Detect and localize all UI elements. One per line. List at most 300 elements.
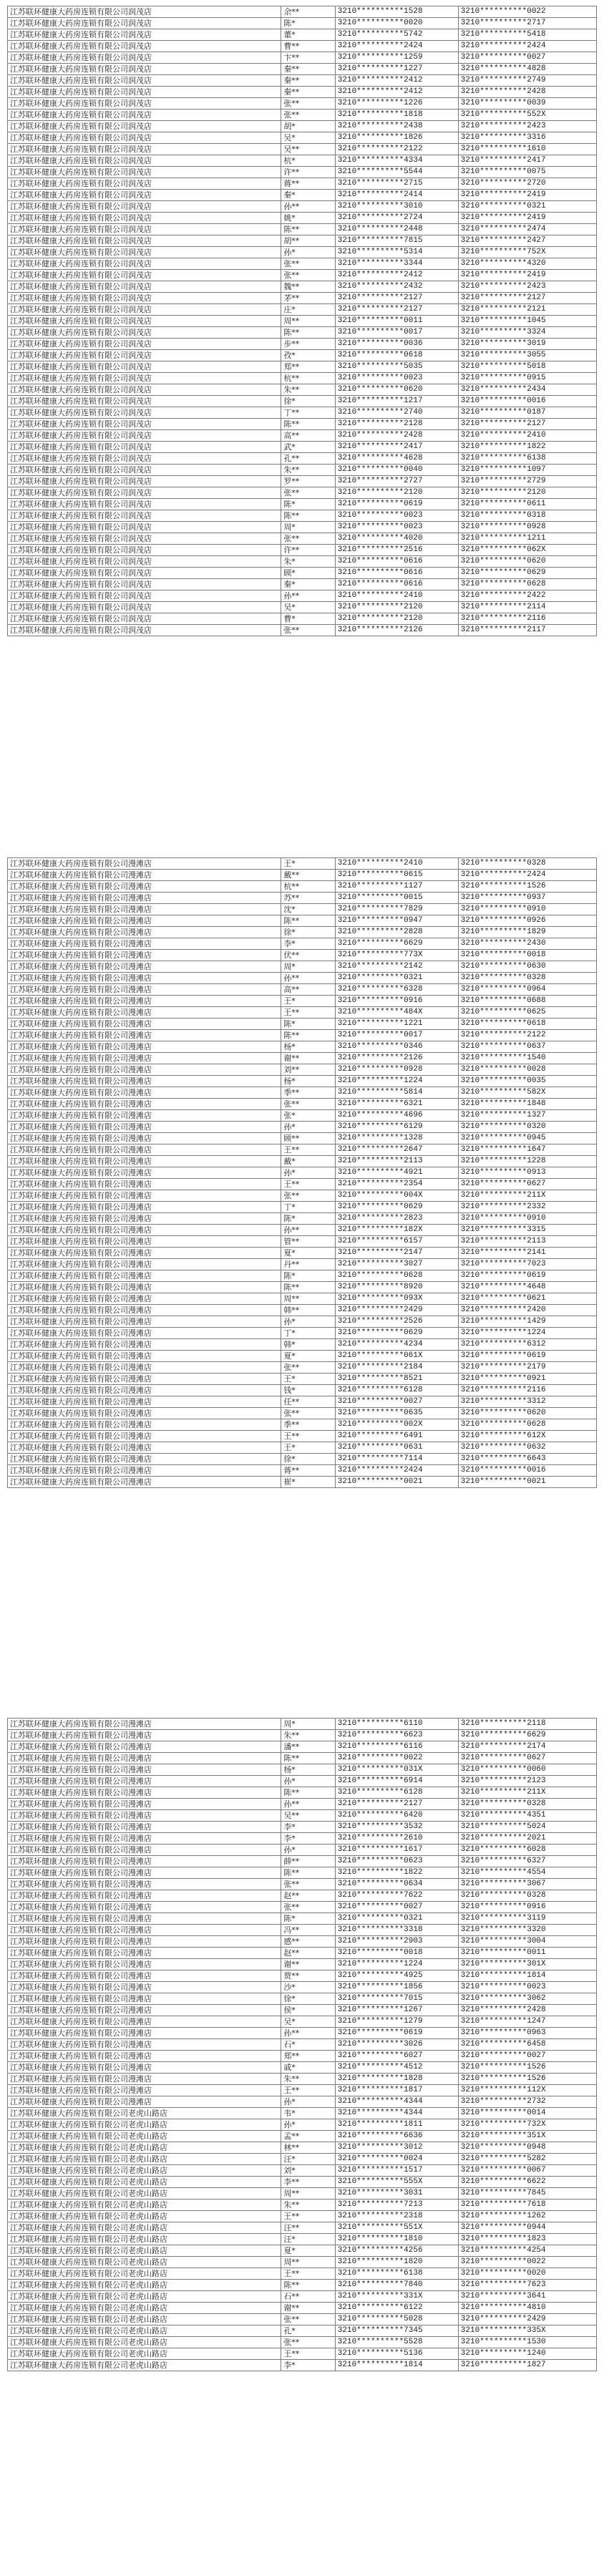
store-cell: 江苏联环健康大药房连锁有限公司润茂店 — [8, 75, 281, 87]
store-cell: 江苏联环健康大药房连锁有限公司润茂店 — [8, 316, 281, 327]
store-cell: 江苏联环健康大药房连锁有限公司润茂店 — [8, 110, 281, 121]
customer-name-cell: 徐* — [281, 396, 335, 407]
store-cell: 江苏联环健康大药房连锁有限公司润茂店 — [8, 625, 281, 636]
store-cell: 江苏联环健康大药房连锁有限公司老虎山路店 — [8, 2165, 281, 2177]
id-number-cell: 3210**********2147 — [335, 1248, 458, 1259]
table-row — [8, 2245, 597, 2257]
secondary-id-cell: 3210**********4828 — [458, 64, 596, 75]
secondary-id-cell: 3210**********2732 — [458, 2096, 596, 2108]
store-cell: 江苏联环健康大药房连锁有限公司漫滩店 — [8, 1442, 281, 1454]
store-cell: 江苏联环健康大药房连锁有限公司润茂店 — [8, 201, 281, 213]
store-cell: 江苏联环健康大药房连锁有限公司老虎山路店 — [8, 2337, 281, 2348]
id-number-cell: 3210**********6110 — [335, 1719, 458, 1730]
customer-name-cell: 张** — [281, 487, 335, 499]
id-number-cell: 3210**********1221 — [335, 1019, 458, 1030]
secondary-id-cell: 3210**********211X — [458, 1190, 596, 1202]
customer-name-cell: 刘** — [281, 1064, 335, 1076]
table-row — [8, 1890, 597, 1902]
id-number-cell: 3210**********1227 — [335, 64, 458, 75]
table-block-2 — [7, 857, 597, 1488]
customer-name-cell: 王** — [281, 1007, 335, 1019]
table-row — [8, 2142, 597, 2154]
store-cell: 江苏联环健康大药房连锁有限公司漫滩店 — [8, 2074, 281, 2085]
store-cell: 江苏联环健康大药房连锁有限公司润茂店 — [8, 121, 281, 132]
id-number-cell: 3210**********2448 — [335, 224, 458, 235]
secondary-id-cell: 3210**********2419 — [458, 213, 596, 224]
table-row — [8, 2303, 597, 2314]
customer-name-cell: 苏** — [281, 893, 335, 904]
customer-name-cell: 陈* — [281, 1213, 335, 1225]
customer-name-cell: 朱** — [281, 465, 335, 476]
customer-name-cell: 张** — [281, 533, 335, 545]
secondary-id-cell: 3210**********1526 — [458, 881, 596, 893]
customer-name-cell: 朱** — [281, 2200, 335, 2211]
table-row — [8, 2280, 597, 2291]
secondary-id-cell: 3210**********4810 — [458, 2303, 596, 2314]
table-row — [8, 476, 597, 487]
secondary-id-cell: 3210**********2474 — [458, 224, 596, 235]
secondary-id-cell: 3210**********0632 — [458, 1442, 596, 1454]
table-row — [8, 155, 597, 167]
secondary-id-cell: 3210**********0630 — [458, 961, 596, 973]
table-row — [8, 41, 597, 52]
id-number-cell: 3210**********1817 — [335, 2085, 458, 2096]
store-cell: 江苏联环健康大药房连锁有限公司润茂店 — [8, 41, 281, 52]
id-number-cell: 3210**********1224 — [335, 1076, 458, 1087]
store-cell: 江苏联环健康大药房连锁有限公司润茂店 — [8, 407, 281, 419]
store-cell: 江苏联环健康大药房连锁有限公司润茂店 — [8, 453, 281, 465]
customer-name-cell: 蒋** — [281, 1465, 335, 1477]
table-row — [8, 361, 597, 373]
id-number-cell: 3210**********2429 — [335, 1305, 458, 1316]
secondary-id-cell: 3210**********6458 — [458, 2039, 596, 2051]
customer-name-cell: 周* — [281, 1719, 335, 1730]
customer-name-cell: 秦** — [281, 87, 335, 98]
store-cell: 江苏联环健康大药房连锁有限公司润茂店 — [8, 293, 281, 304]
store-cell: 江苏联环健康大药房连锁有限公司漫滩店 — [8, 2028, 281, 2039]
store-cell: 江苏联环健康大药房连锁有限公司漫滩店 — [8, 1156, 281, 1167]
table-row — [8, 590, 597, 602]
customer-name-cell: 陈** — [281, 1787, 335, 1799]
secondary-id-cell: 3210**********6138 — [458, 453, 596, 465]
customer-name-cell: 陈** — [281, 1867, 335, 1879]
secondary-id-cell: 3210**********2428 — [458, 87, 596, 98]
store-cell: 江苏联环健康大药房连锁有限公司润茂店 — [8, 384, 281, 396]
store-cell: 江苏联环健康大药房连锁有限公司漫滩店 — [8, 1099, 281, 1110]
id-number-cell: 3210**********5028 — [335, 2314, 458, 2325]
store-cell: 江苏联环健康大药房连锁有限公司漫滩店 — [8, 1179, 281, 1190]
id-number-cell: 3210**********5136 — [335, 2348, 458, 2360]
secondary-id-cell: 3210**********2113 — [458, 1236, 596, 1248]
secondary-id-cell: 3210**********2424 — [458, 41, 596, 52]
table-row — [8, 1867, 597, 1879]
id-number-cell: 3210**********2412 — [335, 87, 458, 98]
store-cell: 江苏联环健康大药房连锁有限公司漫滩店 — [8, 1764, 281, 1776]
customer-name-cell: 韦* — [281, 2108, 335, 2119]
secondary-id-cell: 3210**********3119 — [458, 1913, 596, 1925]
table-row — [8, 904, 597, 915]
secondary-id-cell: 3210**********1530 — [458, 2337, 596, 2348]
table-row — [8, 304, 597, 316]
table-row — [8, 1730, 597, 1741]
store-cell: 江苏联环健康大药房连锁有限公司润茂店 — [8, 64, 281, 75]
secondary-id-cell: 3210**********1097 — [458, 465, 596, 476]
id-number-cell: 3210**********3318 — [335, 1925, 458, 1936]
table-row — [8, 613, 597, 625]
secondary-id-cell: 3210**********2417 — [458, 155, 596, 167]
id-number-cell: 3210**********1826 — [335, 132, 458, 144]
id-number-cell: 3210**********0615 — [335, 870, 458, 881]
id-number-cell: 3210**********061X — [335, 1351, 458, 1362]
customer-name-cell: 林** — [281, 2142, 335, 2154]
customer-name-cell: 顾* — [281, 568, 335, 579]
customer-name-cell: 周** — [281, 2257, 335, 2268]
secondary-id-cell: 3210**********5282 — [458, 2154, 596, 2165]
id-number-cell: 3210**********0616 — [335, 568, 458, 579]
id-number-cell: 3210**********4628 — [335, 453, 458, 465]
table-row — [8, 1408, 597, 1419]
table-row — [8, 1844, 597, 1856]
customer-name-cell: 夏* — [281, 1351, 335, 1362]
store-cell: 江苏联环健康大药房连锁有限公司漫滩店 — [8, 1144, 281, 1156]
secondary-id-cell: 3210**********2717 — [458, 18, 596, 29]
customer-name-cell: 孟** — [281, 2131, 335, 2142]
table-row — [8, 75, 597, 87]
secondary-id-cell: 3210**********0688 — [458, 996, 596, 1007]
id-number-cell: 3210**********7840 — [335, 2280, 458, 2291]
id-number-cell: 3210**********1814 — [335, 2360, 458, 2371]
id-number-cell: 3210**********2412 — [335, 75, 458, 87]
id-number-cell: 3210**********0023 — [335, 510, 458, 522]
store-cell: 江苏联环健康大药房连锁有限公司润茂店 — [8, 98, 281, 110]
secondary-id-cell: 3210**********335X — [458, 2325, 596, 2337]
table-block-1 — [7, 6, 597, 636]
id-number-cell: 3210**********555X — [335, 2177, 458, 2188]
id-number-cell: 3210**********3010 — [335, 201, 458, 213]
table-row — [8, 2096, 597, 2108]
store-cell: 江苏联环健康大药房连锁有限公司润茂店 — [8, 213, 281, 224]
id-number-cell: 3210**********7213 — [335, 2200, 458, 2211]
customer-name-cell: 孙* — [281, 1122, 335, 1133]
store-cell: 江苏联环健康大药房连锁有限公司润茂店 — [8, 396, 281, 407]
secondary-id-cell: 3210**********0926 — [458, 915, 596, 927]
store-cell: 江苏联环健康大药房连锁有限公司漫滩店 — [8, 1019, 281, 1030]
secondary-id-cell: 3210**********732X — [458, 2119, 596, 2131]
customer-name-cell: 孙** — [281, 590, 335, 602]
id-number-cell: 3210**********0017 — [335, 1030, 458, 1041]
id-number-cell: 3210**********2318 — [335, 2211, 458, 2222]
id-number-cell: 3210**********6328 — [335, 984, 458, 996]
secondary-id-cell: 3210**********1823 — [458, 2234, 596, 2245]
secondary-id-cell: 3210**********2123 — [458, 1776, 596, 1787]
id-number-cell: 3210**********0916 — [335, 996, 458, 1007]
store-cell: 江苏联环健康大药房连锁有限公司漫滩店 — [8, 1477, 281, 1488]
secondary-id-cell: 3210**********6629 — [458, 1730, 596, 1741]
id-number-cell: 3210**********5528 — [335, 2337, 458, 2348]
customer-name-cell: 姚* — [281, 213, 335, 224]
table-row — [8, 499, 597, 510]
customer-name-cell: 管** — [281, 1236, 335, 1248]
store-cell: 江苏联环健康大药房连锁有限公司漫滩店 — [8, 1890, 281, 1902]
secondary-id-cell: 3210**********0611 — [458, 499, 596, 510]
secondary-id-cell: 3210**********2141 — [458, 1248, 596, 1259]
secondary-id-cell: 3210**********6312 — [458, 1339, 596, 1351]
store-cell: 江苏联环健康大药房连锁有限公司漫滩店 — [8, 1316, 281, 1328]
customer-name-cell: 赵** — [281, 1890, 335, 1902]
secondary-id-cell: 3210**********5024 — [458, 1822, 596, 1833]
secondary-id-cell: 3210**********0016 — [458, 1465, 596, 1477]
secondary-id-cell: 3210**********1647 — [458, 1144, 596, 1156]
store-cell: 江苏联环健康大药房连锁有限公司漫滩店 — [8, 1925, 281, 1936]
secondary-id-cell: 3210**********1540 — [458, 1053, 596, 1064]
store-cell: 江苏联环健康大药房连锁有限公司老虎山路店 — [8, 2245, 281, 2257]
secondary-id-cell: 3210**********211X — [458, 1787, 596, 1799]
customer-name-cell: 任** — [281, 1396, 335, 1408]
id-number-cell: 3210**********0619 — [335, 2028, 458, 2039]
table-row — [8, 2016, 597, 2028]
secondary-id-cell: 3210**********0187 — [458, 407, 596, 419]
store-cell: 江苏联环健康大药房连锁有限公司漫滩店 — [8, 1993, 281, 2005]
id-number-cell: 3210**********2120 — [335, 602, 458, 613]
customer-name-cell: 张** — [281, 1190, 335, 1202]
id-number-cell: 3210**********2740 — [335, 407, 458, 419]
customer-name-cell: 汪* — [281, 2154, 335, 2165]
secondary-id-cell: 3210**********0621 — [458, 1293, 596, 1305]
store-cell: 江苏联环健康大药房连锁有限公司润茂店 — [8, 155, 281, 167]
store-cell: 江苏联环健康大药房连锁有限公司润茂店 — [8, 6, 281, 18]
table-row — [8, 316, 597, 327]
table-row — [8, 190, 597, 201]
customer-name-cell: 张** — [281, 1879, 335, 1890]
id-number-cell: 3210**********2142 — [335, 961, 458, 973]
id-number-cell: 3210**********0616 — [335, 579, 458, 590]
table-row — [8, 2348, 597, 2360]
customer-name-cell: 李* — [281, 2360, 335, 2371]
customer-name-cell: 张** — [281, 625, 335, 636]
id-number-cell: 3210**********2526 — [335, 1316, 458, 1328]
table-row — [8, 1190, 597, 1202]
store-cell: 江苏联环健康大药房连锁有限公司漫滩店 — [8, 1408, 281, 1419]
table-row — [8, 87, 597, 98]
id-number-cell: 3210**********2428 — [335, 430, 458, 442]
id-number-cell: 3210**********031X — [335, 1764, 458, 1776]
table-row — [8, 1110, 597, 1122]
customer-name-cell: 孙* — [281, 2096, 335, 2108]
secondary-id-cell: 3210**********0620 — [458, 1408, 596, 1419]
customer-name-cell: 胡** — [281, 235, 335, 247]
store-cell: 江苏联环健康大药房连锁有限公司老虎山路店 — [8, 2234, 281, 2245]
secondary-id-cell: 3210**********0021 — [458, 1477, 596, 1488]
id-number-cell: 3210**********1528 — [335, 6, 458, 18]
customer-name-cell: 吴* — [281, 602, 335, 613]
table-row — [8, 201, 597, 213]
customer-name-cell: 曹* — [281, 613, 335, 625]
secondary-id-cell: 3210**********0328 — [458, 858, 596, 870]
table-row — [8, 213, 597, 224]
table-row — [8, 2268, 597, 2280]
customer-name-cell: 周** — [281, 1293, 335, 1305]
table-row — [8, 2177, 597, 2188]
secondary-id-cell: 3210**********0910 — [458, 1213, 596, 1225]
secondary-id-cell: 3210**********6327 — [458, 1856, 596, 1867]
secondary-id-cell: 3210**********0963 — [458, 2028, 596, 2039]
table-row — [8, 144, 597, 155]
secondary-id-cell: 3210**********0944 — [458, 2222, 596, 2234]
store-cell: 江苏联环健康大药房连锁有限公司润茂店 — [8, 29, 281, 41]
customer-name-cell: 步** — [281, 339, 335, 350]
table-row — [8, 1053, 597, 1064]
table-row — [8, 453, 597, 465]
secondary-id-cell: 3210**********0629 — [458, 568, 596, 579]
id-number-cell: 3210**********2414 — [335, 190, 458, 201]
customer-name-cell: 张** — [281, 110, 335, 121]
table-row — [8, 293, 597, 304]
table-row — [8, 18, 597, 29]
table-row — [8, 2039, 597, 2051]
id-number-cell: 3210**********2127 — [335, 1799, 458, 1810]
table-row — [8, 224, 597, 235]
customer-name-cell: 卞** — [281, 52, 335, 64]
customer-name-cell: 余** — [281, 6, 335, 18]
table-row — [8, 281, 597, 293]
table-row — [8, 64, 597, 75]
store-cell: 江苏联环健康大药房连锁有限公司漫滩店 — [8, 1190, 281, 1202]
table-row — [8, 533, 597, 545]
table-row — [8, 1179, 597, 1190]
customer-name-cell: 陈** — [281, 915, 335, 927]
table-row — [8, 327, 597, 339]
table-row — [8, 1764, 597, 1776]
store-cell: 江苏联环健康大药房连锁有限公司老虎山路店 — [8, 2200, 281, 2211]
secondary-id-cell: 3210**********0022 — [458, 6, 596, 18]
customer-name-cell: 孔* — [281, 2325, 335, 2337]
table-row — [8, 1270, 597, 1282]
id-number-cell: 3210**********6914 — [335, 1776, 458, 1787]
table-row — [8, 1879, 597, 1890]
store-cell: 江苏联环健康大药房连锁有限公司漫滩店 — [8, 1810, 281, 1822]
store-cell: 江苏联环健康大药房连锁有限公司老虎山路店 — [8, 2154, 281, 2165]
table-row — [8, 1030, 597, 1041]
id-number-cell: 3210**********0634 — [335, 1879, 458, 1890]
secondary-id-cell: 3210**********1240 — [458, 2348, 596, 2360]
id-number-cell: 3210**********1259 — [335, 52, 458, 64]
id-number-cell: 3210**********2432 — [335, 281, 458, 293]
id-number-cell: 3210**********2724 — [335, 213, 458, 224]
store-cell: 江苏联环健康大药房连锁有限公司润茂店 — [8, 522, 281, 533]
id-number-cell: 3210**********7345 — [335, 2325, 458, 2337]
store-cell: 江苏联环健康大药房连锁有限公司老虎山路店 — [8, 2108, 281, 2119]
store-cell: 江苏联环健康大药房连锁有限公司漫滩店 — [8, 1902, 281, 1913]
table-row — [8, 1122, 597, 1133]
customer-name-cell: 石** — [281, 2291, 335, 2303]
table-row — [8, 1959, 597, 1970]
id-number-cell: 3210**********0620 — [335, 384, 458, 396]
table-row — [8, 1316, 597, 1328]
secondary-id-cell: 3210**********2434 — [458, 384, 596, 396]
id-number-cell: 3210**********0021 — [335, 1477, 458, 1488]
secondary-id-cell: 3210**********2332 — [458, 1202, 596, 1213]
customer-name-cell: 石* — [281, 2039, 335, 2051]
secondary-id-cell: 3210**********0637 — [458, 1041, 596, 1053]
id-number-cell: 3210**********2715 — [335, 178, 458, 190]
store-cell: 江苏联环健康大药房连锁有限公司漫滩店 — [8, 1030, 281, 1041]
secondary-id-cell: 3210**********0921 — [458, 1374, 596, 1385]
table-row — [8, 430, 597, 442]
customer-name-cell: 徐* — [281, 927, 335, 938]
store-cell: 江苏联环健康大药房连锁有限公司漫滩店 — [8, 870, 281, 881]
secondary-id-cell: 3210**********2127 — [458, 293, 596, 304]
store-cell: 江苏联环健康大药房连锁有限公司漫滩店 — [8, 2005, 281, 2016]
id-number-cell: 3210**********0011 — [335, 316, 458, 327]
customer-name-cell: 丁* — [281, 1202, 335, 1213]
store-cell: 江苏联环健康大药房连锁有限公司老虎山路店 — [8, 2360, 281, 2371]
id-number-cell: 3210**********1820 — [335, 2257, 458, 2268]
customer-name-cell: 陈** — [281, 1282, 335, 1293]
table-row — [8, 2234, 597, 2245]
id-number-cell: 3210**********6420 — [335, 1810, 458, 1822]
id-number-cell: 3210**********4234 — [335, 1339, 458, 1351]
table-row — [8, 1810, 597, 1822]
secondary-id-cell: 3210**********0016 — [458, 396, 596, 407]
table-row — [8, 1225, 597, 1236]
customer-name-cell: 王** — [281, 2211, 335, 2222]
customer-name-cell: 夏* — [281, 2245, 335, 2257]
store-cell: 江苏联环健康大药房连锁有限公司漫滩店 — [8, 996, 281, 1007]
id-number-cell: 3210**********2126 — [335, 625, 458, 636]
secondary-id-cell: 3210**********0011 — [458, 1948, 596, 1959]
secondary-id-cell: 3210**********4320 — [458, 258, 596, 270]
table-row — [8, 1099, 597, 1110]
table-row — [8, 465, 597, 476]
secondary-id-cell: 3210**********0328 — [458, 1890, 596, 1902]
table-row — [8, 1213, 597, 1225]
secondary-id-cell: 3210**********552X — [458, 110, 596, 121]
id-number-cell: 3210**********5544 — [335, 167, 458, 178]
store-cell: 江苏联环健康大药房连锁有限公司老虎山路店 — [8, 2314, 281, 2325]
store-cell: 江苏联环健康大药房连锁有限公司漫滩店 — [8, 961, 281, 973]
customer-name-cell: 高** — [281, 984, 335, 996]
customer-name-cell: 张* — [281, 1110, 335, 1122]
secondary-id-cell: 3210**********0020 — [458, 2268, 596, 2280]
customer-name-cell: 张** — [281, 2314, 335, 2325]
secondary-id-cell: 3210**********2179 — [458, 1362, 596, 1374]
id-number-cell: 3210**********0629 — [335, 1328, 458, 1339]
store-cell: 江苏联环健康大药房连锁有限公司润茂店 — [8, 419, 281, 430]
store-cell: 江苏联环健康大药房连锁有限公司漫滩店 — [8, 1293, 281, 1305]
table-row — [8, 1799, 597, 1810]
customer-name-cell: 汪** — [281, 2222, 335, 2234]
table-row — [8, 881, 597, 893]
secondary-id-cell: 3210**********2410 — [458, 430, 596, 442]
store-cell: 江苏联环健康大药房连锁有限公司漫滩店 — [8, 1248, 281, 1259]
store-cell: 江苏联环健康大药房连锁有限公司润茂店 — [8, 224, 281, 235]
table-row — [8, 270, 597, 281]
customer-name-cell: 贾** — [281, 1970, 335, 1982]
table-row — [8, 2291, 597, 2303]
id-number-cell: 3210**********2438 — [335, 121, 458, 132]
customer-name-cell: 潘** — [281, 1741, 335, 1753]
store-cell: 江苏联环健康大药房连锁有限公司漫滩店 — [8, 2016, 281, 2028]
store-cell: 江苏联环健康大药房连锁有限公司老虎山路店 — [8, 2177, 281, 2188]
table-row — [8, 1087, 597, 1099]
table-row — [8, 2165, 597, 2177]
table-row — [8, 2314, 597, 2325]
table-row — [8, 1753, 597, 1764]
secondary-id-cell: 3210**********5418 — [458, 29, 596, 41]
customer-name-cell: 王* — [281, 1442, 335, 1454]
table-row — [8, 858, 597, 870]
id-number-cell: 3210**********1856 — [335, 1982, 458, 1993]
